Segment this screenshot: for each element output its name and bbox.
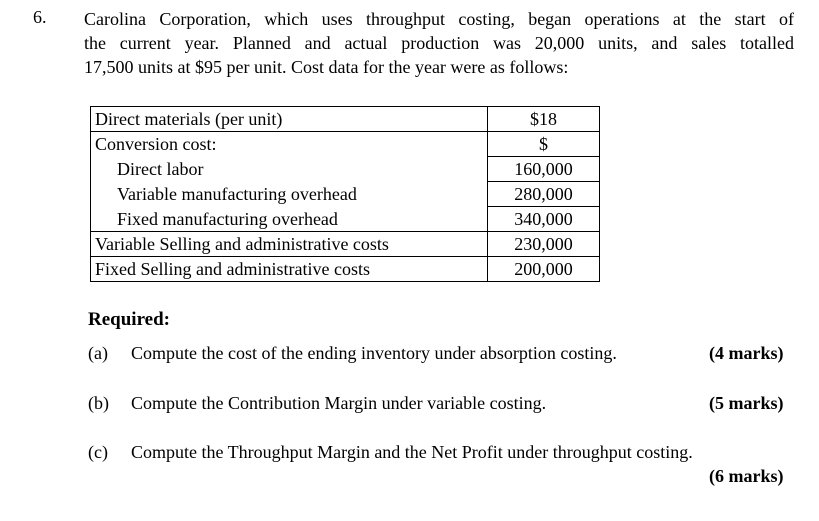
task-text: Compute the Contribution Margin under variable costing.: [131, 393, 547, 413]
row-label: Conversion cost:: [91, 132, 488, 157]
row-amount: $: [488, 132, 600, 157]
task-text: Compute the cost of the ending inventory under absorption costing.: [131, 343, 617, 363]
row-amount: 200,000: [488, 257, 600, 282]
row-label: Variable manufacturing overhead: [91, 182, 488, 207]
task-text: Compute the Throughput Margin and the Net Profit under throughput costing.: [131, 442, 693, 462]
table-row: [91, 182, 600, 207]
task-marks: (6 marks): [709, 466, 784, 486]
row-amount: 340,000: [488, 207, 600, 232]
intro-line: the current year. Planned and actual production was 20,000 units, and sales totalled: [84, 33, 794, 53]
task-letter: (c): [88, 442, 108, 462]
table-row: [91, 107, 600, 132]
table-row: [91, 257, 600, 282]
row-amount: 230,000: [488, 232, 600, 257]
table-row: [91, 232, 600, 257]
row-label: Direct labor: [91, 157, 488, 182]
table-row: [91, 157, 600, 182]
table-row: [91, 132, 600, 157]
row-amount: $18: [488, 107, 600, 132]
row-amount: 280,000: [488, 182, 600, 207]
row-label: Direct materials (per unit): [91, 107, 488, 132]
task-marks: (4 marks): [709, 343, 784, 363]
intro-line: 17,500 units at $95 per unit. Cost data for the year were as follows:: [84, 57, 569, 77]
task-marks: (5 marks): [709, 393, 784, 413]
task-letter: (b): [88, 393, 109, 413]
row-amount: 160,000: [488, 157, 600, 182]
required-heading: Required:: [88, 309, 170, 330]
row-label: Fixed manufacturing overhead: [91, 207, 488, 232]
question-intro: [84, 7, 794, 79]
cost-data-table: [90, 106, 600, 282]
table-row: [91, 207, 600, 232]
row-label: Variable Selling and administrative costs: [91, 232, 488, 257]
question-number: 6.: [33, 7, 47, 27]
row-label: Fixed Selling and administrative costs: [91, 257, 488, 282]
intro-line: Carolina Corporation, which uses throughput costing, began operations at the start of: [84, 9, 794, 29]
task-letter: (a): [88, 343, 108, 363]
